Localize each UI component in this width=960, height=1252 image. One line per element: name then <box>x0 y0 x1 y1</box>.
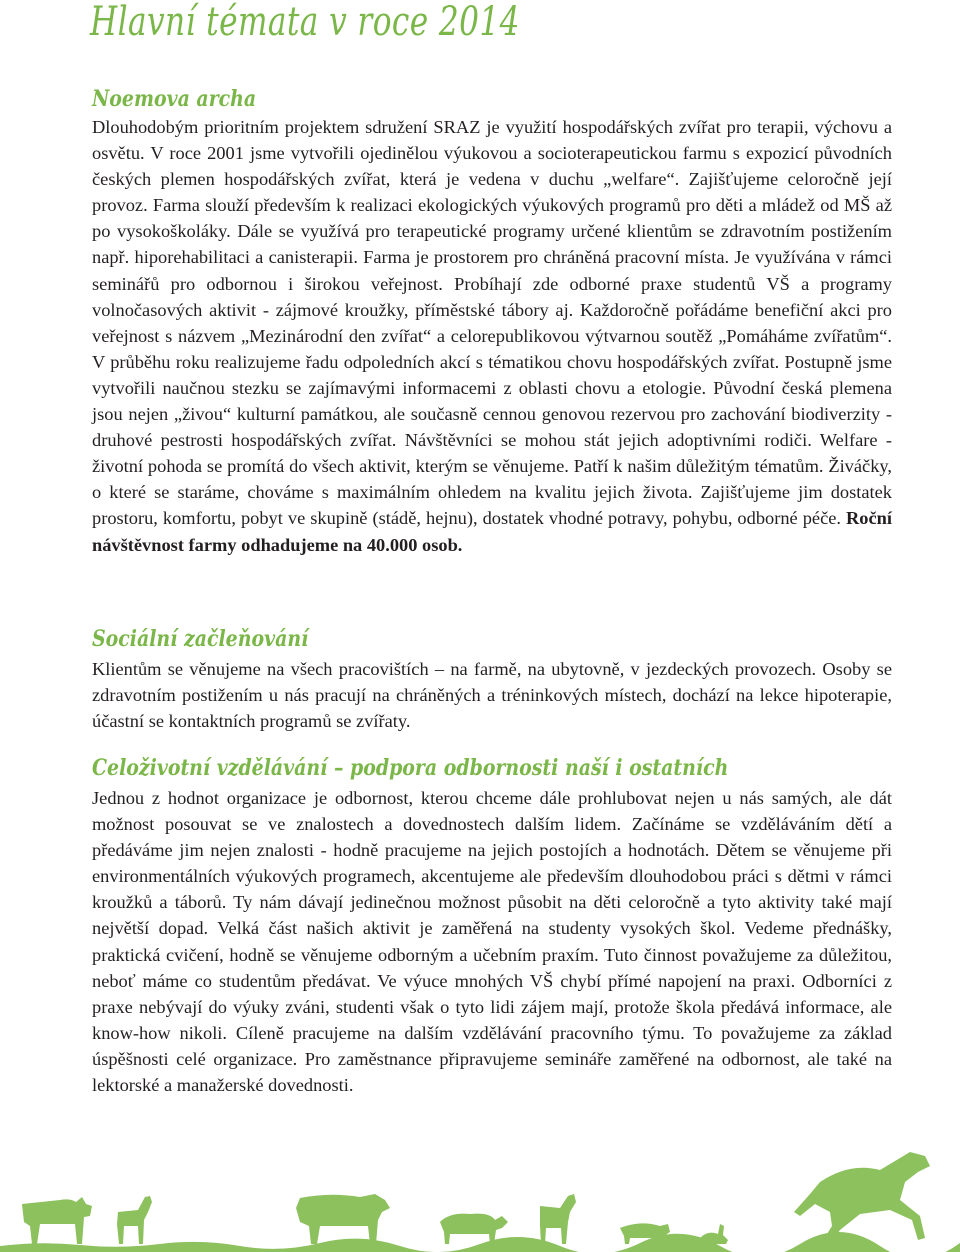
section-body-text: Dlouhodobým prioritním projektem sdružení SRAZ je využití hospodářských zvířat pro terapii, výchovu a osvětu. V roce 2001 jsme vytvořili ojedinělou výukovou a socioterapeutickou farmu s expozicí původních českých plemen hospodářských zvířat, která je vedena v duchu „welfare“. Zajišťujeme celoročně její provoz. Farma slouží především k realizaci ekologických výukových programů pro děti a mládež od MŠ až po vysokoškoláky. Dále se využívá pro terapeutické programy určené klientům se zdravotním postižením např. hiporehabilitaci a canisterapii. Farma je prostorem pro chráněná pracovní místa. Je využívána v rámci seminářů pro odbornou i širokou veřejnost. Probíhají zde odborné praxe studentů VŠ a programy volnočasových aktivit - zájmové kroužky, příměstské tábory aj. Každoročně pořádáme benefiční akci pro veřejnost s názvem „Mezinárodní den zvířat“ a celorepublikovou výtvarnou soutěž „Pomáháme zvířatům“. V průběhu roku realizujeme řadu odpoledních akcí s tématikou chovu hospodářských zvířat. Postupně jsme vytvořili naučnou stezku se zajímavými informacemi z oblasti chovu a etologie. Původní česká plemena jsou nejen „živou“ kulturní památkou, ale současně cennou genovou rezervou pro zachování biodiverzity - druhové pestrosti hospodářských zvířat. Návštěvníci se mohou stát jejich adoptivními rodiči. Welfare - životní pohoda se promítá do všech aktivit, kterým se věnujeme. Patří k našim důležitým tématům. Živáčky, o které se staráme, chováme s maximálním ohledem na kvalitu jejich života. Zajišťujeme jim dostatek prostoru, komfortu, pobyt ve skupině (stádě, hejnu), dostatek vhodné potravy, pohybu, odborné péče. <box>92 117 892 529</box>
goat-silhouette <box>540 1194 576 1244</box>
cow-silhouette-left <box>22 1197 92 1244</box>
section-socialni-zaclenovani <box>92 625 892 734</box>
calf-silhouette <box>117 1196 152 1244</box>
page-title: Hlavní témata v roce 2014 <box>90 0 520 45</box>
grass-strip <box>0 1232 960 1252</box>
section-body: Jednou z hodnot organizace je odbornost, kterou chceme dále prohlubovat nejen u nás samých, ale dát možnost posouvat se ve znalostech a dovednostech dalším lidem. Začínáme se vzděláváním dětí a předáváme jim nejen znalosti - hodně pracujeme na jejich postojích a hodnotách. Dětem se věnujeme při environmentálních výukových programech, akcentujeme ale především dlouhodobou práci s dětmi v rámci kroužků a táborů. Ty nám dávají jedinečnou možnost působit na děti celoročně a tyto aktivity také mají největší dopad. Velká část našich aktivit je zaměřená na studenty vysokých škol. Vedeme přednášky, praktická cvičení, hodně se věnujeme odborným a učebním praxím. Tuto činnost považujeme za důležitou, neboť máme co studentům předávat. Ve výuce mnohých VŠ chybí přímé napojení na praxi. Odborníci z praxe nebývají do výuky zváni, studenti však o tyto lidi zájem mají, protože škola předává informace, ale know-how nikoli. Cíleně pracujeme na dalším vzdělávání pracovního týmu. To považujeme za základ úspěšnosti celé organizace. Pro zaměstnance připravujeme semináře zaměřené na odbornost, ale také na lektorské a manažerské dovednosti. <box>92 788 892 1096</box>
section-noemova-archa <box>92 85 892 558</box>
section-body-bold: Roční návštěvnost farmy odhadujeme na 40.000 osob. <box>92 508 892 555</box>
section-celozivotni-vzdelavani <box>92 754 892 1098</box>
section-heading: Noemova archa <box>92 86 257 112</box>
cow-silhouette <box>296 1194 390 1244</box>
horse-silhouette <box>794 1152 930 1244</box>
section-heading: Sociální začleňování <box>92 626 309 652</box>
animal-silhouettes-footer <box>0 1142 960 1252</box>
section-heading: Celoživotní vzdělávání – podpora odbornosti naší i ostatních <box>92 755 729 781</box>
rabbit-silhouette <box>700 1224 728 1244</box>
section-body <box>92 114 892 558</box>
section-body: Klientům se věnujeme na všech pracovištích – na farmě, na ubytovně, v jezdeckých provozech. Osoby se zdravotním postižením u nás pracují na chráněných a tréninkových místech, dochází na lekce hipoterapie, účastní se kontaktních programů se zvířaty. <box>92 659 892 732</box>
